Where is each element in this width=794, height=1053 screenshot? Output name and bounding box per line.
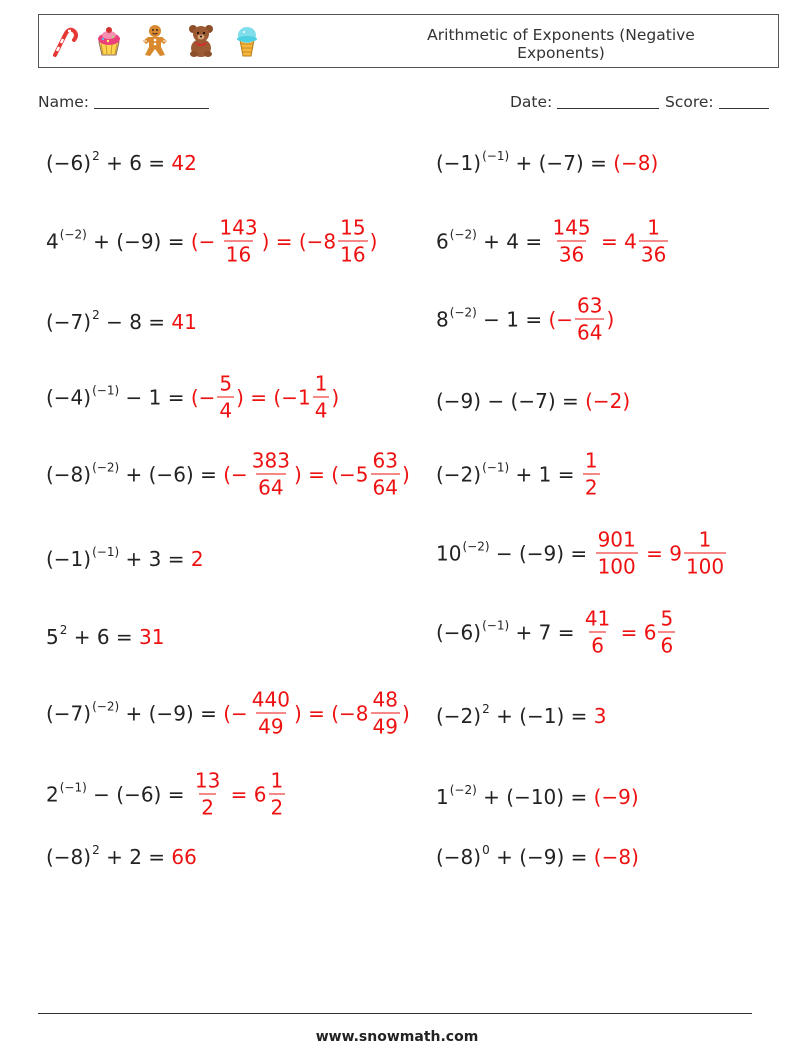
fraction-denominator: 49 [372,714,398,739]
problem-expression [46,623,140,649]
answer-text: (− [548,307,574,331]
answer [581,606,677,658]
fraction-denominator: 36 [640,242,667,267]
problem-expression [436,149,614,175]
answer [190,215,378,267]
answer [139,627,164,647]
exponent: (−2) [92,699,120,713]
name-field [38,93,209,111]
answer [191,768,287,820]
cupcake-icon [91,23,127,59]
problem-right-7 [436,606,677,658]
fraction-numerator: 383 [251,448,290,473]
answer [223,687,410,739]
problem-left-2 [46,215,378,267]
answer [171,153,196,173]
date-label: Date: [510,93,553,111]
answer [171,312,196,332]
expression-text: − (−6) = [86,782,191,806]
problem-expression [436,702,594,728]
expression-text: (−1) [46,547,92,571]
fraction-numerator: 63 [577,293,603,318]
fraction-denominator: 4 [314,398,328,423]
fraction-numerator: 48 [372,687,398,712]
expression-text: 5 [46,625,59,649]
answer [594,527,729,579]
problem-expression [46,460,224,486]
fraction-numerator: 1 [270,768,284,793]
answer-text: 3 [593,704,607,728]
exponent: 2 [92,843,100,857]
exponent: 0 [482,843,490,857]
fraction [193,768,222,820]
expression-text: + (−6) = [119,462,224,486]
worksheet-title: Arithmetic of Exponents (Negative Exponents) [427,26,695,62]
expression-text: (−2) [436,704,482,728]
expression-text: − 1 = [476,307,549,331]
fraction-numerator: 1 [647,215,660,240]
exponent: (−1) [92,383,120,397]
candy-cane-icon [45,23,81,59]
fraction [217,215,259,267]
expression-text: − 8 = [99,310,172,334]
problem-right-1 [436,149,659,175]
fraction-numerator: 13 [194,768,221,793]
header-icons [45,23,265,59]
fraction-denominator: 16 [225,242,252,267]
answer-text: = 9 [639,541,682,565]
fraction-denominator: 49 [258,714,284,739]
exponent: (−2) [449,227,477,241]
fraction-denominator: 6 [660,633,674,658]
answer-text: ) = (−1 [236,385,311,409]
expression-text: (−9) − (−7) = [436,389,586,413]
answer-text: 42 [171,151,197,175]
fraction-numerator: 15 [340,215,366,240]
problem-left-5 [46,448,410,500]
problem-right-6 [436,527,728,579]
answer [548,215,670,267]
expression-text: + (−1) = [489,704,594,728]
problem-expression [436,391,585,411]
expression-text: (−4) [46,385,92,409]
problem-right-2 [436,215,670,267]
answer [223,448,410,500]
problem-left-6 [46,545,204,571]
exponent: (−1) [482,460,510,474]
answer [190,371,340,423]
fraction-denominator: 4 [219,398,233,423]
answer-text: 66 [171,845,197,869]
expression-text: 2 [46,782,59,806]
date-field [510,93,659,111]
problem-expression [46,149,172,175]
answer-text: (−8) [613,151,659,175]
answer-text: ) [401,462,410,486]
problem-left-8 [46,687,410,739]
expression-text: + (−10) = [476,785,594,809]
expression-text: 4 [46,229,59,253]
problem-expression [436,783,594,809]
fraction-denominator: 64 [258,475,284,500]
expression-text: + (−7) = [509,151,614,175]
expression-text: + 6 = [67,625,140,649]
problem-expression [436,618,581,644]
fraction-numerator: 5 [219,371,233,396]
answer-text: (−2) [585,389,631,413]
fraction-denominator: 2 [270,795,284,820]
fraction [217,371,234,423]
answer-text: (−8) [593,845,639,869]
answer-text: ) = (−5 [293,462,369,486]
fraction [583,448,600,500]
answer-text: = 4 [594,229,637,253]
expression-text: + 2 = [99,845,172,869]
answer [581,448,602,500]
expression-text: 8 [436,307,449,331]
fraction [575,293,604,345]
problem-right-10 [436,843,639,869]
answer [171,847,196,867]
answer [613,153,658,173]
fraction [658,606,675,658]
fraction-numerator: 1 [698,527,712,552]
expression-text: + 6 = [99,151,172,175]
footer-website: www.snowmath.com [315,1029,479,1045]
fraction-denominator: 64 [372,475,398,500]
fraction-numerator: 901 [597,527,636,552]
score-blank [719,108,769,109]
fraction-denominator: 16 [340,242,366,267]
problem-expression [46,308,172,334]
exponent: (−1) [482,618,510,632]
problem-left-4 [46,371,340,423]
exponent: 2 [59,623,68,637]
problem-right-8 [436,702,607,728]
expression-text: 6 [436,229,449,253]
date-blank [557,108,659,109]
problem-expression [46,383,191,409]
ice-cream-cone-icon [229,23,265,59]
fraction [250,448,292,500]
answer [191,549,204,569]
exponent: 2 [92,308,100,322]
exponent: (−2) [59,227,87,241]
problem-expression [46,780,191,806]
fraction-numerator: 143 [219,215,258,240]
answer-text: 31 [139,625,165,649]
fraction-numerator: 63 [372,448,398,473]
problem-right-9 [436,783,639,809]
name-label: Name: [38,93,89,111]
fraction [684,527,726,579]
answer-text: (− [190,385,216,409]
expression-text: + 4 = [476,229,549,253]
exponent: (−2) [92,460,120,474]
problem-left-1 [46,149,197,175]
fraction [313,371,330,423]
teddy-bear-icon [183,23,219,59]
exponent: (−1) [92,545,120,559]
answer-text: (− [223,701,248,725]
fraction-denominator: 36 [558,242,585,267]
answer-text: (− [223,462,248,486]
fraction [639,215,668,267]
fraction [550,215,592,267]
problem-left-10 [46,843,197,869]
gingerbread-man-icon [137,23,173,59]
expression-text: (−1) [436,151,482,175]
problem-expression [436,460,581,486]
answer-text: 41 [171,310,197,334]
answer [594,787,639,807]
exponent: 2 [482,702,490,716]
exponent: (−2) [462,539,490,553]
problem-expression [436,227,549,253]
worksheet-header [38,14,779,68]
answer-text: 2 [190,547,204,571]
answer [594,706,607,726]
answer-text: = 6 [614,620,657,644]
fraction-numerator: 1 [314,371,328,396]
score-field [665,93,769,111]
fraction-numerator: 5 [660,606,674,631]
problem-left-9 [46,768,287,820]
expression-text: + (−9) = [489,845,594,869]
problem-left-7 [46,623,165,649]
fraction [371,687,400,739]
expression-text: + 7 = [509,620,581,644]
fraction [250,687,292,739]
problem-expression [46,545,191,571]
answer-text: ) [401,701,410,725]
expression-text: (−6) [436,620,482,644]
fraction-numerator: 1 [584,448,598,473]
score-label: Score: [665,93,714,111]
expression-text: (−2) [436,462,482,486]
expression-text: 10 [436,541,462,565]
answer [548,293,615,345]
expression-text: (−8) [46,845,92,869]
fraction [269,768,286,820]
answer-text: = 6 [224,782,267,806]
answer-text: ) [331,385,340,409]
answer-text: ) [606,307,615,331]
expression-text: − (−9) = [489,541,594,565]
expression-text: + 1 = [509,462,581,486]
fraction [583,606,612,658]
footer-divider [38,1013,752,1014]
fraction-denominator: 100 [597,554,636,579]
expression-text: + (−9) = [86,229,191,253]
answer-text: ) = (−8 [261,229,337,253]
exponent: (−2) [449,783,477,797]
expression-text: + (−9) = [119,701,224,725]
fraction-denominator: 2 [201,795,214,820]
answer-text: ) = (−8 [293,701,369,725]
fraction-numerator: 145 [552,215,591,240]
fraction-denominator: 100 [685,554,725,579]
expression-text: (−8) [436,845,482,869]
fraction-numerator: 41 [584,606,611,631]
expression-text: (−8) [46,462,92,486]
problem-right-5 [436,448,602,500]
answer-text: (−9) [593,785,639,809]
problem-expression [436,305,549,331]
expression-text: − 1 = [119,385,191,409]
fraction-denominator: 6 [591,633,604,658]
answer [585,391,630,411]
exponent: (−1) [482,149,510,163]
answer [594,847,639,867]
problem-right-3 [436,293,615,345]
exponent: 2 [92,149,100,163]
problem-expression [436,539,594,565]
problem-left-3 [46,308,197,334]
problem-expression [46,699,224,725]
expression-text: (−7) [46,310,92,334]
expression-text: (−7) [46,701,92,725]
expression-text: 1 [436,785,449,809]
problem-expression [436,843,594,869]
problem-right-4 [436,391,630,411]
fraction-denominator: 64 [577,320,603,345]
expression-text: (−6) [46,151,92,175]
answer-text: ) [369,229,378,253]
fraction-numerator: 440 [251,687,290,712]
fraction [596,527,638,579]
problem-expression [46,843,172,869]
expression-text: + 3 = [119,547,191,571]
name-blank [94,108,209,109]
fraction [371,448,400,500]
problem-expression [46,227,191,253]
fraction [338,215,367,267]
exponent: (−2) [449,305,477,319]
exponent: (−1) [59,780,87,794]
fraction-denominator: 2 [584,475,598,500]
answer-text: (− [190,229,216,253]
